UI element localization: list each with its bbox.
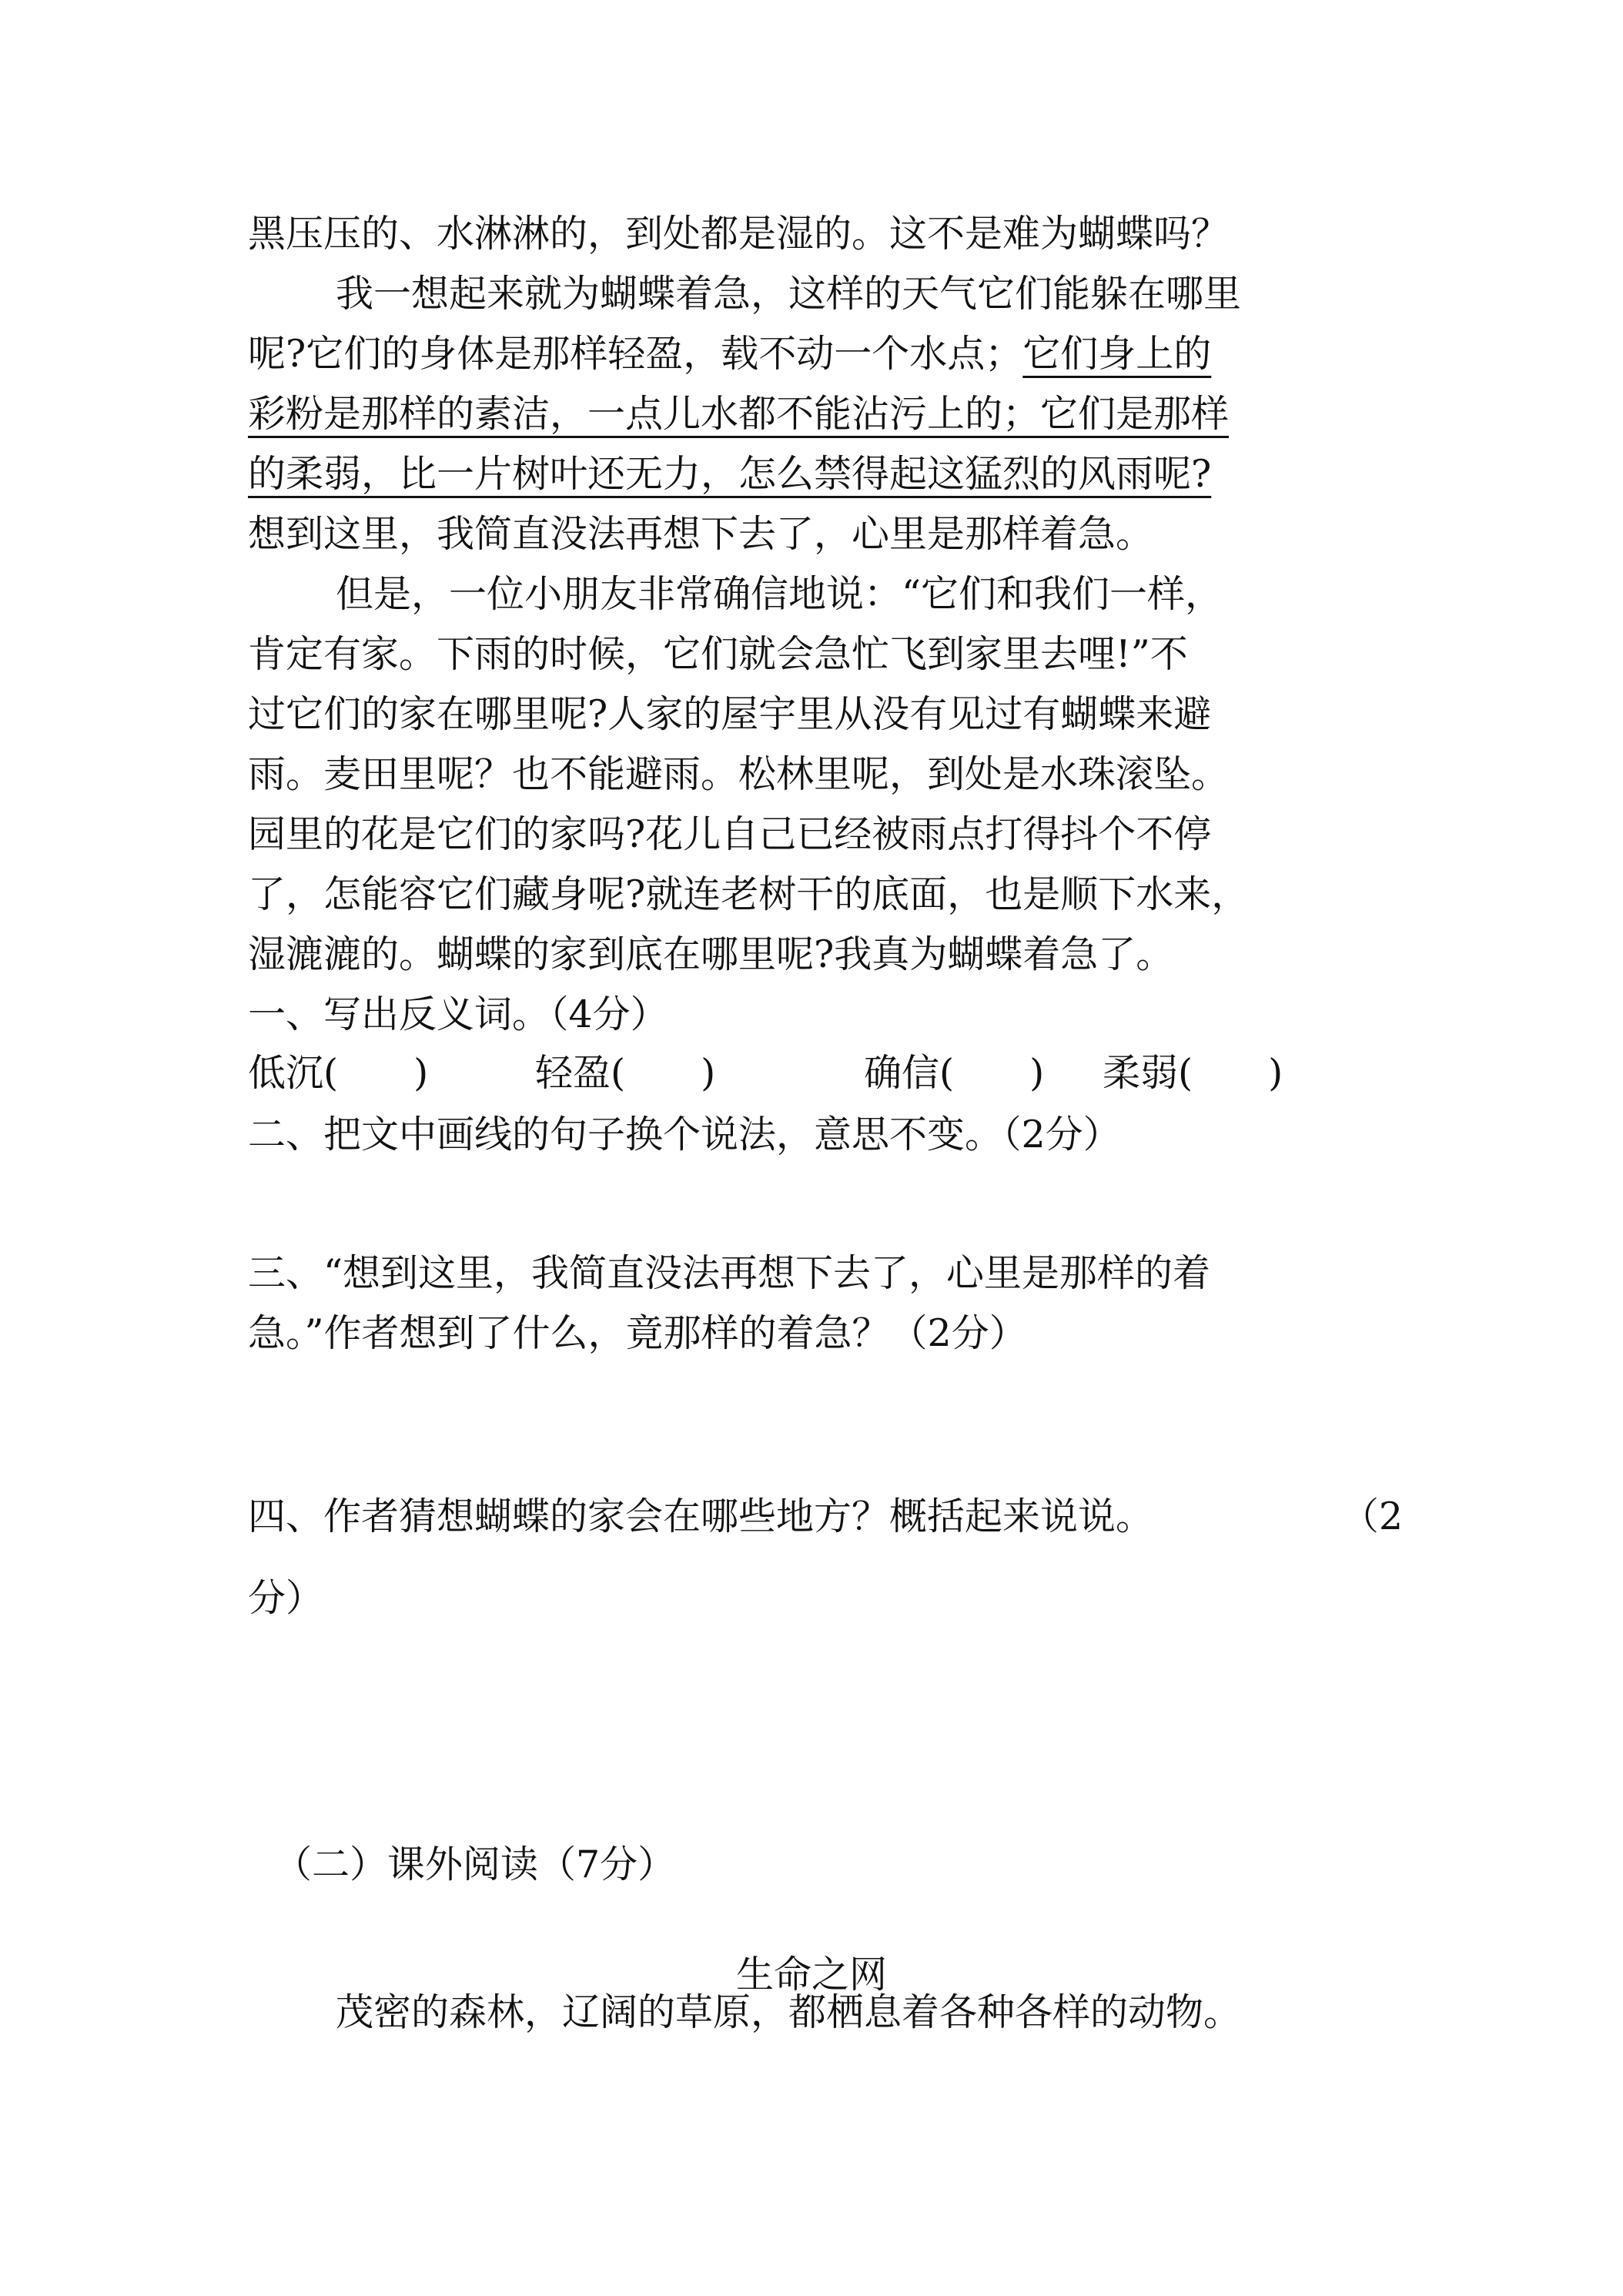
passage-line-13: 了，怎能容它们藏身呢?就连老树干的底面，也是顺下水来， (248, 872, 1250, 916)
question-3-answer-space[interactable] (248, 1371, 1403, 1478)
antonym-item-1[interactable]: 低沉( ) (248, 1051, 429, 1095)
question-2-heading: 二、把文中画线的句子换个说法，意思不变。（2分） (248, 1113, 1121, 1156)
article-first-line: 茂密的森林，辽阔的草原，都栖息着各种各样的动物。 (336, 1990, 1242, 2034)
question-3-line-1: 三、“想到这里，我简直没法再想下去了，心里是那样的着 (248, 1251, 1211, 1295)
passage-line-11: 雨。麦田里呢？也不能避雨。松林里呢，到处是水珠滚坠。 (248, 752, 1230, 796)
question-4-score: （2 (1340, 1494, 1403, 1538)
passage-line-3-text: 呢?它们的身体是那样轻盈，载不动一个水点； (248, 332, 1023, 376)
question-3-line-2: 急。”作者想到了什么，竟那样的着急？（2分） (248, 1311, 1027, 1355)
antonym-item-4[interactable]: 柔弱( ) (1103, 1051, 1283, 1095)
question-1-heading: 一、写出反义词。（4分） (248, 992, 668, 1036)
passage-line-12: 园里的花是它们的家吗?花儿自己已经被雨点打得抖个不停 (248, 812, 1212, 856)
section-2-heading: （二）课外阅读（7分） (274, 1842, 676, 1886)
question-4-answer-space[interactable] (248, 1632, 1403, 1825)
question-4-text: 四、作者猜想蝴蝶的家会在哪些地方？概括起来说说。 (248, 1494, 1154, 1538)
article-title: 生命之网 (735, 1953, 887, 1996)
passage-line-7: 想到这里，我简直没法再想下去了，心里是那样着急。 (248, 512, 1154, 556)
underlined-sentence-part-1: 它们身上的 (1022, 332, 1212, 376)
question-4-line-1 (248, 1489, 1403, 1545)
passage-line-2: 我一想起来就为蝴蝶着急，这样的天气它们能躲在哪里 (336, 272, 1242, 316)
passage-line-3 (248, 326, 1403, 382)
passage-line-1: 黑压压的、水淋淋的，到处都是湿的。这不是难为蝴蝶吗？ (248, 212, 1230, 256)
underlined-sentence-part-3: 的柔弱，比一片树叶还无力，怎么禁得起这猛烈的风雨呢? (248, 452, 1212, 496)
question-2-answer-space[interactable] (248, 1167, 1403, 1237)
antonym-item-2[interactable]: 轻盈( ) (535, 1051, 716, 1095)
passage-line-8: 但是，一位小朋友非常确信地说：“它们和我们一样， (336, 572, 1223, 616)
passage-line-14: 湿漉漉的。蝴蝶的家到底在哪里呢?我真为蝴蝶着急了。 (248, 932, 1174, 976)
passage-line-9: 肯定有家。下雨的时候，它们就会急忙飞到家里去哩!”不 (248, 632, 1188, 676)
question-4-line-2: 分） (248, 1576, 324, 1620)
underlined-sentence-part-2: 彩粉是那样的素洁，一点儿水都不能沾污上的；它们是那样 (248, 392, 1230, 436)
passage-line-10: 过它们的家在哪里呢?人家的屋宇里从没有见过有蝴蝶来避 (248, 692, 1212, 736)
antonym-item-3[interactable]: 确信( ) (864, 1051, 1045, 1095)
